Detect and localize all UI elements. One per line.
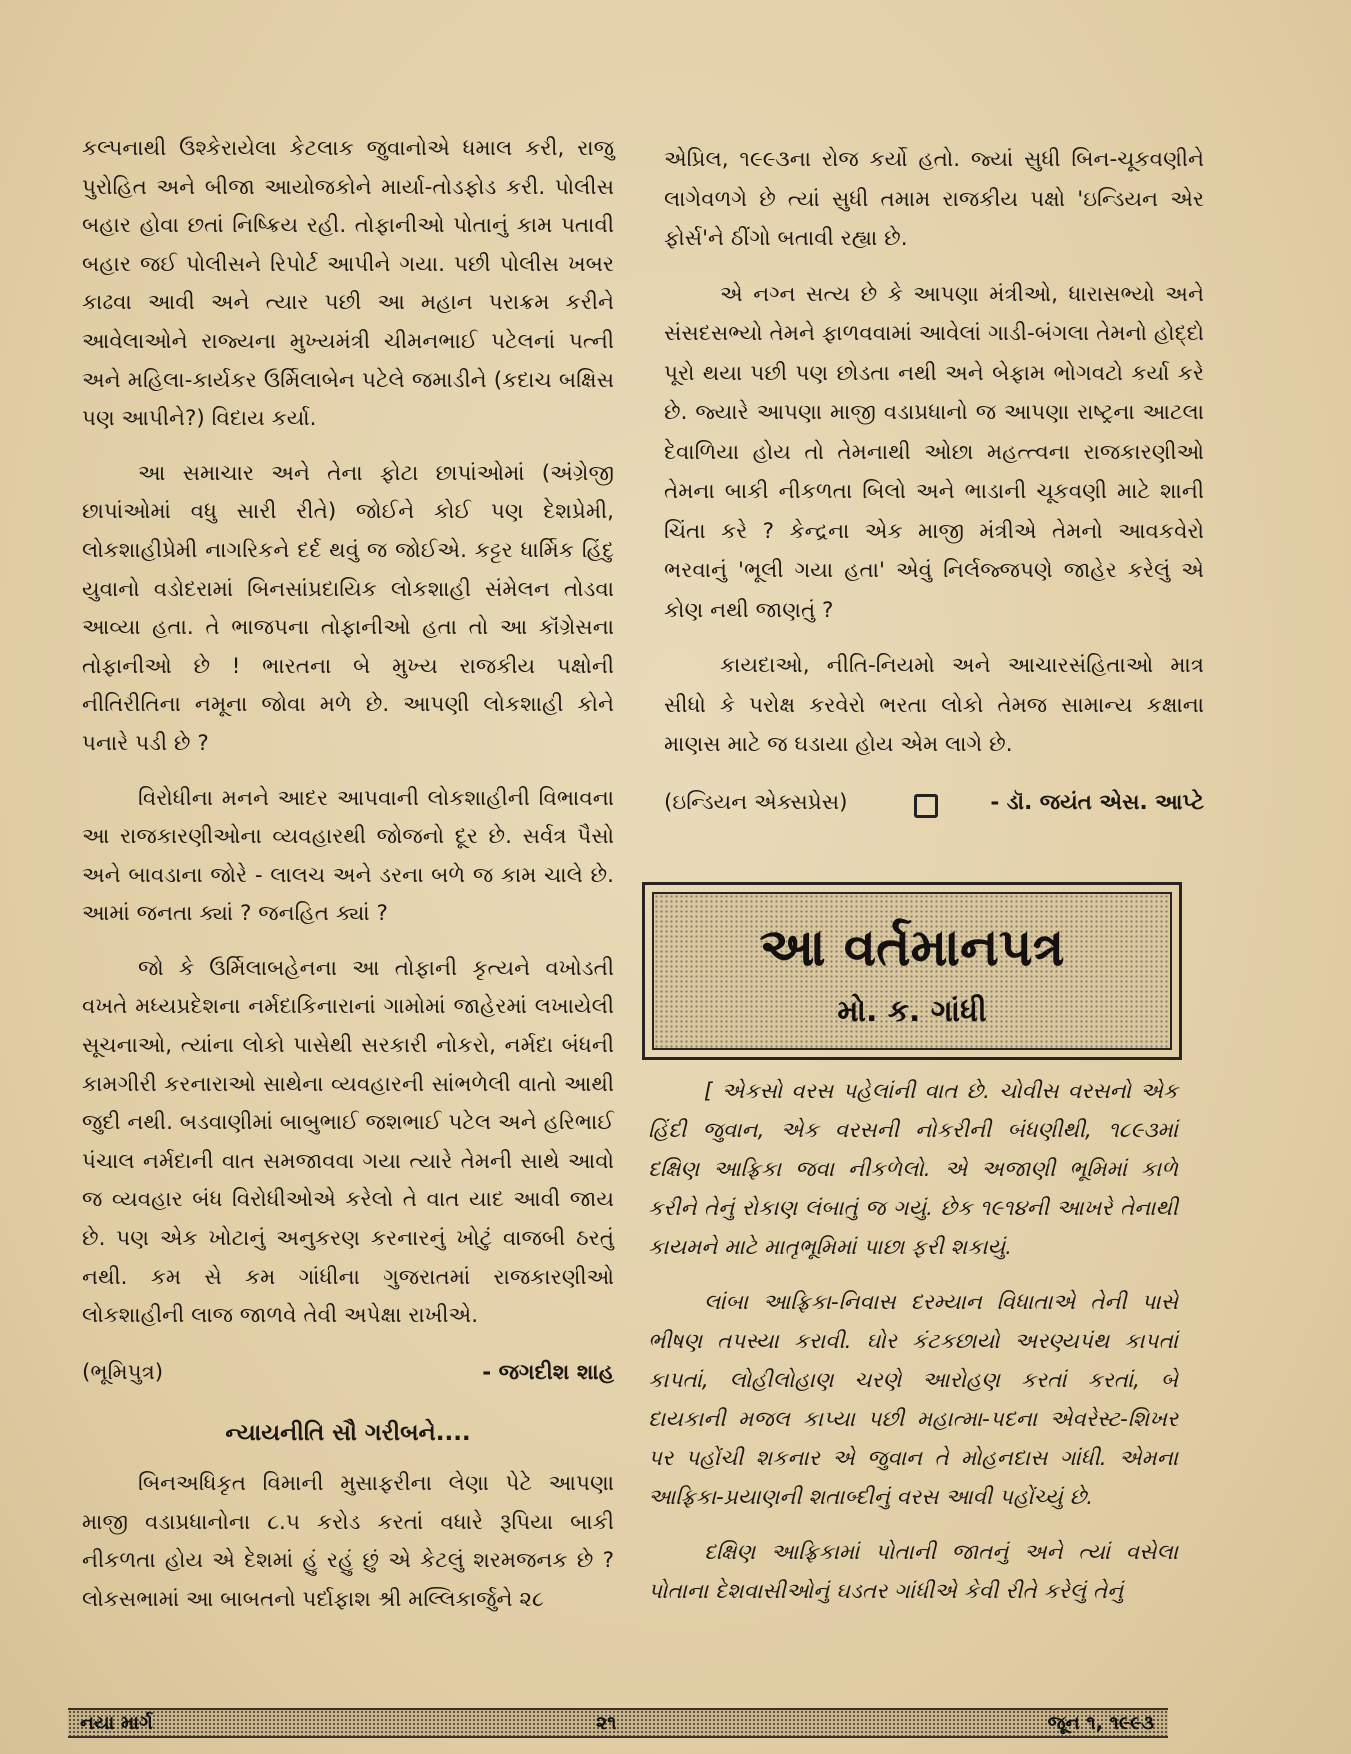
left-column <box>82 130 614 1619</box>
feature-title-box <box>642 882 1182 1060</box>
left-paragraph-1: કલ્પનાથી ઉશ્કેરાયેલા કેટલાક જુવાનોએ ધમાલ કરી, રાજુ પુરોહિત અને બીજા આયોજકોને માર્યા-તોડફોડ કરી. પોલીસ બહાર હોવા છતાં નિષ્ક્રિય રહી. તોફાનીઓ પોતાનું કામ પતાવી બહાર જઈ પોલીસને રિપોર્ટ આપીને ગયા. પછી પોલીસ ખબર કાઢવા આવી અને ત્યાર પછી આ મહાન પરાક્રમ કરીને આવેલાઓને રાજ્યના મુખ્યમંત્રી ચીમનભાઈ પટેલનાં પત્ની અને મહિલા-કાર્યકર ઉર્મિલાબેન પટેલે જમાડીને (કદાચ બક્ષિસ પણ આપીને?) વિદાય કર્યા. <box>82 136 614 432</box>
right-paragraph-1: એપ્રિલ, ૧૯૯૩ના રોજ કર્યો હતો. જ્યાં સુધી બિન-ચૂકવણીને લાગેવળગે છે ત્યાં સુધી તમામ રાજકીય પક્ષો 'ઇન્ડિયન એર ફોર્સ'ને ઠીંગો બતાવી રહ્યા છે. <box>664 147 1204 251</box>
feature-title-box-inner <box>652 892 1172 1050</box>
intro-paragraph-3: દક્ષિણ આફ્રિકામાં પોતાની જાતનું અને ત્યાં વસેલા પોતાના દેશવાસીઓનું ઘડતર ગાંધીએ કેવી રીતે કરેલું તેનું <box>648 1540 1178 1604</box>
page-footer <box>68 1708 1168 1738</box>
left-signature <box>82 1354 614 1393</box>
intro-paragraph-1: [ એકસો વરસ પહેલાંની વાત છે. ચોવીસ વરસનો એક હિંદી જુવાન, એક વરસની નોકરીની બંધણીથી, ૧૮૯૩માં દક્ષિણ આફ્રિકા જવા નીકળેલો. એ અજાણી ભૂમિમાં કાળે કરીને તેનું રોકાણ લંબાતું જ ગયું. છેક ૧૯૧૪ની આખરે તેનાથી કાયમને માટે માતૃભૂમિમાં પાછા ફરી શકાયું. <box>648 1079 1178 1260</box>
author-credit: - જગદીશ શાહ <box>482 1359 614 1385</box>
footer-magazine-name: નયા માર્ગ <box>80 1712 153 1734</box>
right-column <box>664 140 1204 822</box>
left-paragraph-5: બિનઅધિકૃત વિમાની મુસાફરીના લેણા પેટે આપણા માજી વડાપ્રધાનોના ૮.૫ કરોડ કરતાં વધારે રૂપિયા બાકી નીકળતા હોય એ દેશમાં હું રહું છું એ કેટલું શરમજનક છે ? લોકસભામાં આ બાબતનો પર્દાફાશ શ્રી મલ્લિકાર્જુને ૨૮ <box>82 1471 614 1612</box>
author-credit: - ડૉ. જયંત એસ. આપ્ટે <box>990 789 1204 815</box>
left-paragraph-3: વિરોધીના મનને આદર આપવાની લોકશાહીની વિભાવના આ રાજકારણીઓના વ્યવહારથી જોજનો દૂર છે. સર્વત્ર પૈસો અને બાવડાના જોરે - લાલચ અને ડરના બળે જ કામ ચાલે છે. આમાં જનતા ક્યાં ? જનહિત ક્યાં ? <box>82 785 614 927</box>
right-paragraph-2: એ નગ્ન સત્ય છે કે આપણા મંત્રીઓ, ધારાસભ્યો અને સંસદસભ્યો તેમને ફાળવવામાં આવેલાં ગાડી-બંગલા તેમનો હોદ્દો પૂરો થયા પછી પણ છોડતા નથી અને બેફામ ભોગવટો કર્યા કરે છે. જ્યારે આપણા માજી વડાપ્રધાનો જ આપણા રાષ્ટ્રના આટલા દેવાળિયા હોય તો તેમનાથી ઓછા મહત્ત્વના રાજકારણીઓ તેમના બાકી નીકળતા બિલો અને ભાડાની ચૂકવણી માટે શાની ચિંતા કરે ? કેન્દ્રના એક માજી મંત્રીએ તેમનો આવકવેરો ભરવાનું 'ભૂલી ગયા હતા' એવું નિર્લજ્જપણે જાહેર કરેલું એ કોણ નથી જાણતું ? <box>664 281 1204 623</box>
footer-page-number: ૨૧ <box>596 1712 617 1734</box>
intro-paragraph-2: લાંબા આફ્રિકા-નિવાસ દરમ્યાન વિધાતાએ તેની પાસે ભીષણ તપસ્યા કરાવી. ઘોર કંટકછાયો અરણ્યપંથ કાપતાં કાપતાં, લોહીલોહાણ ચરણે આરોહણ કરતાં કરતાં, બે દાયકાની મજલ કાપ્યા પછી મહાત્મા-પદના એવરેસ્ટ-શિખર પર પહોંચી શકનાર એ જુવાન તે મોહનદાસ ગાંધી. એમના આફ્રિકા-પ્રયાણની શતાબ્દીનું વરસ આવી પહોંચ્યું છે. <box>648 1290 1178 1510</box>
source-credit: (ભૂમિપુત્ર) <box>82 1359 164 1385</box>
feature-author: મો. ક. ગાંધી <box>837 994 987 1029</box>
footer-date: જૂન ૧, ૧૯૯૩ <box>1047 1712 1154 1734</box>
left-paragraph-4: જો કે ઉર્મિલાબહેનના આ તોફાની કૃત્યને વખોડતી વખતે મધ્યપ્રદેશના નર્મદાકિનારાનાં ગામોમાં જાહેરમાં લખાયેલી સૂચનાઓ, ત્યાંના લોકો પાસેથી સરકારી નોકરો, નર્મદા બંધની કામગીરી કરનારાઓ સાથેના વ્યવહારની સાંભળેલી વાતો આથી જુદી નથી. બડવાણીમાં બાબુભાઈ જશભાઈ પટેલ અને હરિભાઈ પંચાલ નર્મદાની વાત સમજાવવા ગયા ત્યારે તેમની સાથે આવો જ વ્યવહાર બંધ વિરોધીઓએ કરેલો તે વાત યાદ આવી જાય છે. પણ એક ખોટાનું અનુકરણ કરનારનું ખોટું વાજબી ઠરતું નથી. કમ સે કમ ગાંધીના ગુજરાતમાં રાજકારણીઓ લોકશાહીની લાજ જાળવે તેવી અપેક્ષા રાખીએ. <box>82 955 614 1329</box>
right-paragraph-3: કાયદાઓ, નીતિ-નિયમો અને આચારસંહિતાઓ માત્ર સીધો કે પરોક્ષ કરવેરો ભરતા લોકો તેમજ સામાન્ય કક્ષાના માણસ માટે જ ઘડાયા હોય એમ લાગે છે. <box>664 653 1204 757</box>
end-of-article-mark <box>914 794 938 818</box>
left-paragraph-2: આ સમાચાર અને તેના ફોટા છાપાંઓમાં (અંગ્રેજી છાપાંઓમાં વધુ સારી રીતે) જોઈને કોઈ પણ દેશપ્રેમી, લોકશાહીપ્રેમી નાગરિકને દર્દ થવું જ જોઈએ. કટ્ટર ધાર્મિક હિંદુ યુવાનો વડોદરામાં બિનસાંપ્રદાયિક લોકશાહી સંમેલન તોડવા આવ્યા હતા. તે ભાજપના તોફાનીઓ હતા તો આ કૉંગ્રેસના તોફાનીઓ છે ! ભારતના બે મુખ્ય રાજકીય પક્ષોની નીતિરીતિના નમૂના જોવા મળે છે. આપણી લોકશાહી કોને પનારે પડી છે ? <box>82 460 614 756</box>
feature-intro <box>648 1072 1178 1611</box>
feature-title: આ વર્તમાનપત્ર <box>759 918 1065 978</box>
source-credit: (ઇન્ડિયન એક્સપ્રેસ) <box>664 789 848 815</box>
section-subheading: ન્યાયનીતિ સૌ ગરીબને.... <box>225 1420 471 1447</box>
